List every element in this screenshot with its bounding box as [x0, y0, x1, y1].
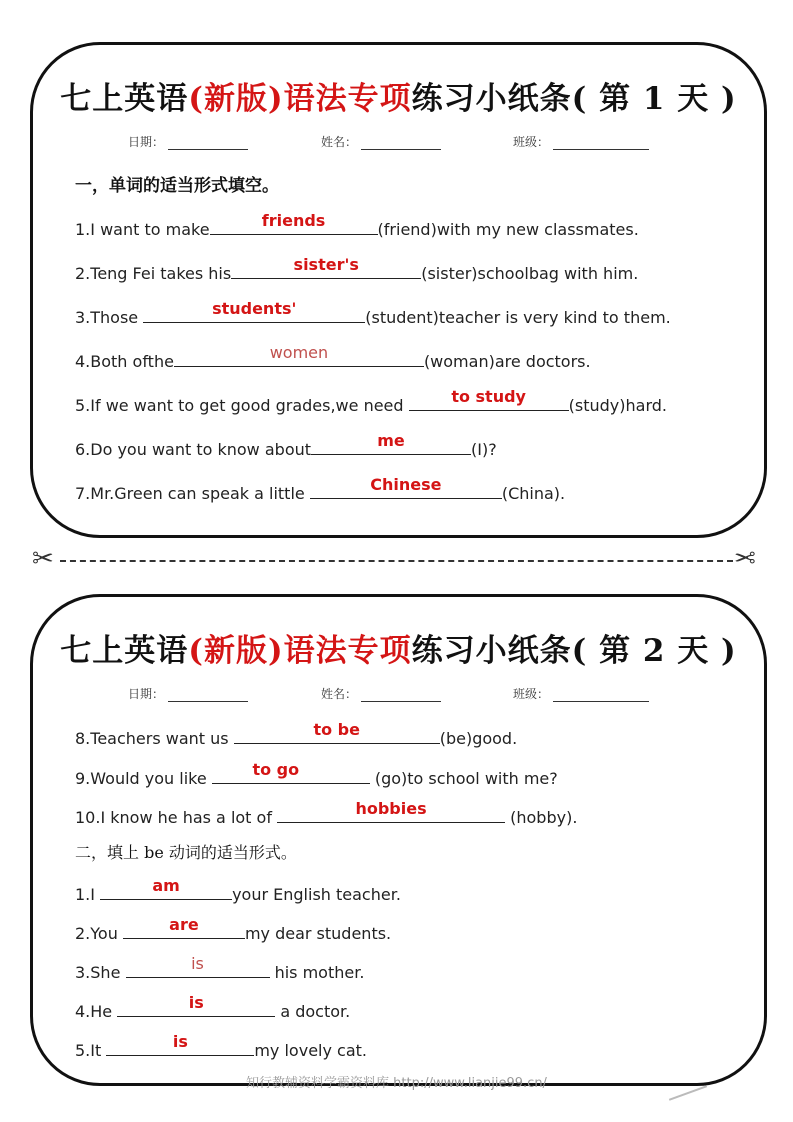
answer-text: is — [191, 954, 204, 973]
exercise-row — [75, 915, 392, 943]
title-prefix: 七上英语 — [60, 633, 189, 669]
exercise-row — [75, 993, 351, 1021]
answer-text: to be — [313, 720, 360, 739]
answer-text: me — [377, 431, 405, 450]
answer-text: Chinese — [370, 475, 442, 494]
question-text: 3.Those — [75, 308, 144, 327]
answer-blank[interactable] — [106, 1033, 254, 1056]
question-text: 10.I know he has a lot of — [75, 808, 278, 827]
exercise-row — [75, 343, 591, 371]
question-hint: (friend)with my new classmates. — [377, 220, 639, 239]
exercise-row — [75, 760, 558, 788]
exercise-row — [75, 954, 365, 982]
answer-blank[interactable] — [126, 955, 270, 978]
answer-blank[interactable] — [210, 212, 378, 235]
exercise-row — [75, 431, 497, 459]
class-label: 班级： — [513, 135, 550, 149]
watermark-footer: 知行教辅资料学霸资料库 http://www.lianjie99.cn/ — [246, 1076, 547, 1091]
question-text: 4.Both ofthe — [75, 352, 174, 371]
cut-line-divider — [60, 560, 733, 562]
class-blank[interactable] — [553, 135, 649, 150]
title-suffix: 练习小纸条( 第 1 天 ) — [411, 81, 737, 117]
worksheet-card-day1 — [30, 42, 767, 538]
worksheet-card-day2 — [30, 594, 767, 1086]
answer-blank[interactable] — [123, 916, 245, 939]
date-blank[interactable] — [168, 135, 248, 150]
question-text: 1.I want to make — [75, 220, 210, 239]
name-field — [321, 685, 441, 702]
card-title-day2 — [33, 625, 764, 670]
title-prefix: 七上英语 — [60, 81, 189, 117]
question-hint: my dear students. — [244, 924, 392, 943]
question-text: 8.Teachers want us — [75, 729, 234, 748]
answer-blank[interactable] — [100, 877, 232, 900]
title-highlight: (新版)语法专项 — [188, 81, 412, 117]
title-highlight: (新版)语法专项 — [188, 633, 412, 669]
info-line-day1 — [33, 133, 764, 153]
answer-blank[interactable] — [212, 761, 370, 784]
exercise-row — [75, 876, 401, 904]
question-text: 6.Do you want to know about — [75, 440, 312, 459]
question-text: 9.Would you like — [75, 769, 212, 788]
name-label: 姓名： — [321, 135, 358, 149]
question-text: 4.He — [75, 1002, 118, 1021]
question-text: 2.Teng Fei takes his — [75, 264, 232, 283]
answer-text: is — [188, 993, 204, 1012]
name-label: 姓名： — [321, 687, 358, 701]
answer-text: students' — [212, 299, 297, 318]
question-hint: (study)hard. — [568, 396, 667, 415]
answer-blank[interactable] — [277, 800, 505, 823]
exercise-row — [75, 211, 639, 239]
answer-blank[interactable] — [310, 476, 502, 499]
exercise-row — [75, 387, 667, 415]
title-suffix: 练习小纸条( 第 2 天 ) — [411, 633, 737, 669]
question-hint: your English teacher. — [232, 885, 401, 904]
question-hint: a doctor. — [275, 1002, 351, 1021]
scissors-icon-left: ✂ — [32, 544, 54, 574]
answer-blank[interactable] — [311, 432, 471, 455]
question-hint: (China). — [501, 484, 566, 503]
answer-text: women — [269, 343, 329, 362]
question-text: 5.If we want to get good grades,we need — [75, 396, 409, 415]
answer-blank[interactable] — [174, 344, 424, 367]
name-field — [321, 133, 441, 150]
answer-text: hobbies — [355, 799, 427, 818]
question-hint: (student)teacher is very kind to them. — [365, 308, 671, 327]
exercise-row — [75, 255, 639, 283]
question-hint: (go)to school with me? — [369, 769, 558, 788]
answer-text: to study — [451, 387, 526, 406]
question-hint: (be)good. — [439, 729, 518, 748]
question-hint: (sister)schoolbag with him. — [421, 264, 639, 283]
exercise-row — [75, 299, 671, 327]
date-label: 日期： — [128, 135, 165, 149]
answer-blank[interactable] — [409, 388, 569, 411]
question-hint: his mother. — [269, 963, 365, 982]
date-field — [128, 133, 248, 150]
answer-blank[interactable] — [231, 256, 421, 279]
exercise-row — [75, 720, 518, 748]
card-title-day1 — [33, 73, 764, 118]
question-text: 2.You — [75, 924, 123, 943]
question-hint: (I)? — [471, 440, 497, 459]
question-hint: my lovely cat. — [254, 1041, 367, 1060]
date-field — [128, 685, 248, 702]
answer-text: am — [152, 876, 180, 895]
answer-text: are — [169, 915, 199, 934]
name-blank[interactable] — [361, 687, 441, 702]
answer-text: sister's — [293, 255, 359, 274]
class-field — [513, 685, 649, 702]
date-label: 日期： — [128, 687, 165, 701]
question-text: 1.I — [75, 885, 101, 904]
section-title-2: 二，填上 be 动词的适当形式。 — [75, 843, 297, 862]
question-hint: (woman)are doctors. — [423, 352, 591, 371]
exercise-row — [75, 475, 566, 503]
question-text: 7.Mr.Green can speak a little — [75, 484, 310, 503]
exercise-row — [75, 799, 578, 827]
info-line-day2 — [33, 685, 764, 705]
question-text: 5.It — [75, 1041, 107, 1060]
question-text: 3.She — [75, 963, 126, 982]
answer-text: is — [172, 1032, 188, 1051]
answer-blank[interactable] — [234, 721, 440, 744]
question-hint: (hobby). — [505, 808, 578, 827]
answer-text: to go — [252, 760, 300, 779]
name-blank[interactable] — [361, 135, 441, 150]
scissors-icon-right: ✂ — [734, 544, 756, 574]
class-label: 班级： — [513, 687, 550, 701]
exercise-row — [75, 1032, 367, 1060]
date-blank[interactable] — [168, 687, 248, 702]
class-blank[interactable] — [553, 687, 649, 702]
answer-blank[interactable] — [117, 994, 275, 1017]
answer-blank[interactable] — [143, 300, 365, 323]
class-field — [513, 133, 649, 150]
answer-text: friends — [261, 211, 326, 230]
section-title-1: 一，单词的适当形式填空。 — [75, 176, 279, 196]
